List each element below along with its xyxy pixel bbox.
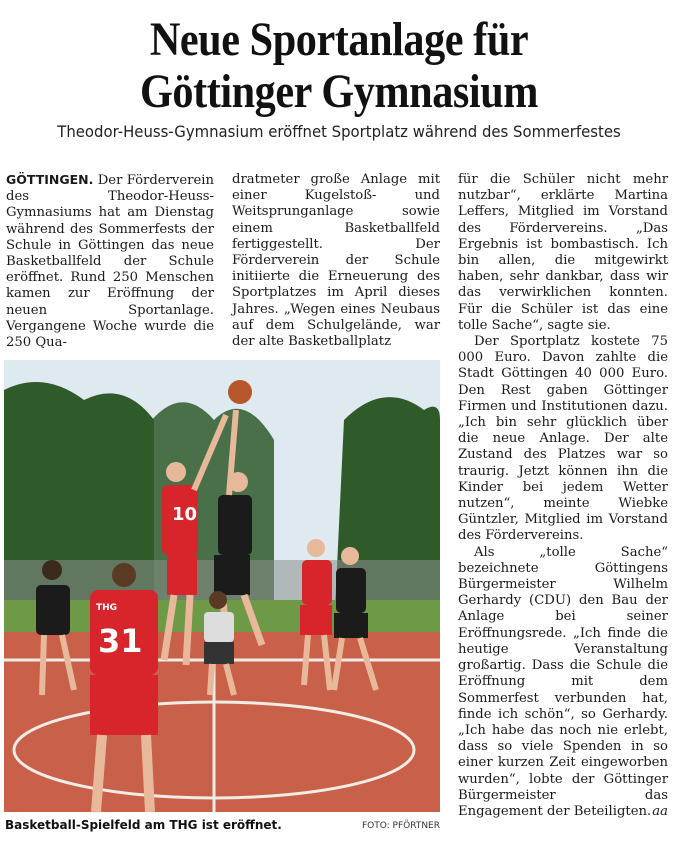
headline-line-2: Göttinger Gymnasium [139, 65, 539, 118]
dateline: GÖTTINGEN. [6, 172, 94, 187]
headline-line-1: Neue Sportanlage für [149, 13, 529, 66]
column-1-paragraph [6, 172, 214, 351]
article-column-3 [458, 172, 668, 820]
article-column-1 [6, 172, 214, 351]
author-initials: aa [652, 803, 668, 819]
column-1-text: Der Förderverein des Theodor-Heuss-Gymnasiums hat am Dienstag während des Sommerfests der Schule in Göttingen das neue Basketballfeld der Schule eröffnet. Rund 250 Menschen kamen zur Eröffnung der neuen Sportanlage. Vergangene Woche wurde die 250 Qua- [6, 173, 214, 351]
column-3-paragraph-1: für die Schüler nicht mehr nutzbar“, erklärte Martina Leffers, Mitglied im Vorstand des Fördervereins. „Das Ergebnis ist bombastisch. Ich bin allen, die mitgewirkt haben, sehr dankbar, dass wir das verwirklichen konnten. Für die Schüler ist das eine tolle Sache“, sagte sie. [458, 172, 668, 333]
article-photo [4, 360, 440, 812]
headline [41, 14, 638, 118]
article-column-2 [232, 172, 440, 350]
column-2-text: dratmeter große Anlage mit einer Kugelstoß- und Weitsprunganlage sowie einem Basketballfeld fertiggestellt. Der Förderverein der Schule initiierte die Erneuerung des Sportplatzes im April dieses Jahres. „Wegen eines Neubaus auf dem Schulgelände, war der alte Basketballplatz [232, 172, 440, 350]
jersey-number-31: 31 [98, 622, 143, 660]
photo-credit: FOTO: PFÖRTNER [361, 821, 440, 831]
jersey-number-10: 10 [172, 504, 198, 525]
column-3-paragraph-3: Als „tolle Sache“ bezeichnete Göttingens Bürgermeister Wilhelm Gerhardy (CDU) den Bau der Anlage bei seiner Eröffnungsrede. „Ich finde die heutige Veranstaltung großartig. Dass die Schule die Eröffnung mit dem Sommerfest verbunden hat, finde ich schön“, so Gerhardy. „Ich habe das noch nie erlebt, dass so viele Spenden in so einer kurzen Zeit eingeworben wurden“, lobte der Göttinger Bürgermeister das Engagement der Beteiligten. [458, 544, 668, 819]
column-3-paragraph-2: Der Sportplatz kostete 75 000 Euro. Davon zahlte die Stadt Göttingen 40 000 Euro. Den Rest gaben Göttinger Firmen und Institutionen dazu. „Ich bin sehr glücklich über die neue Anlage. Der alte Zustand des Platzes war so traurig. Jetzt können ihn die Kinder bei jedem Wetter nutzen“, meinte Wiebke Güntzler, Mitglied im Vorstand des Fördervereins. [458, 334, 668, 544]
basketball-photo-illustration [4, 360, 440, 812]
jersey-text-thg: THG [96, 603, 118, 613]
basketball [228, 380, 252, 404]
subheadline: Theodor-Heuss-Gymnasium eröffnet Sportplatz während des Sommerfestes [57, 122, 621, 141]
photo-caption: Basketball-Spielfeld am THG ist eröffnet. [5, 818, 282, 832]
